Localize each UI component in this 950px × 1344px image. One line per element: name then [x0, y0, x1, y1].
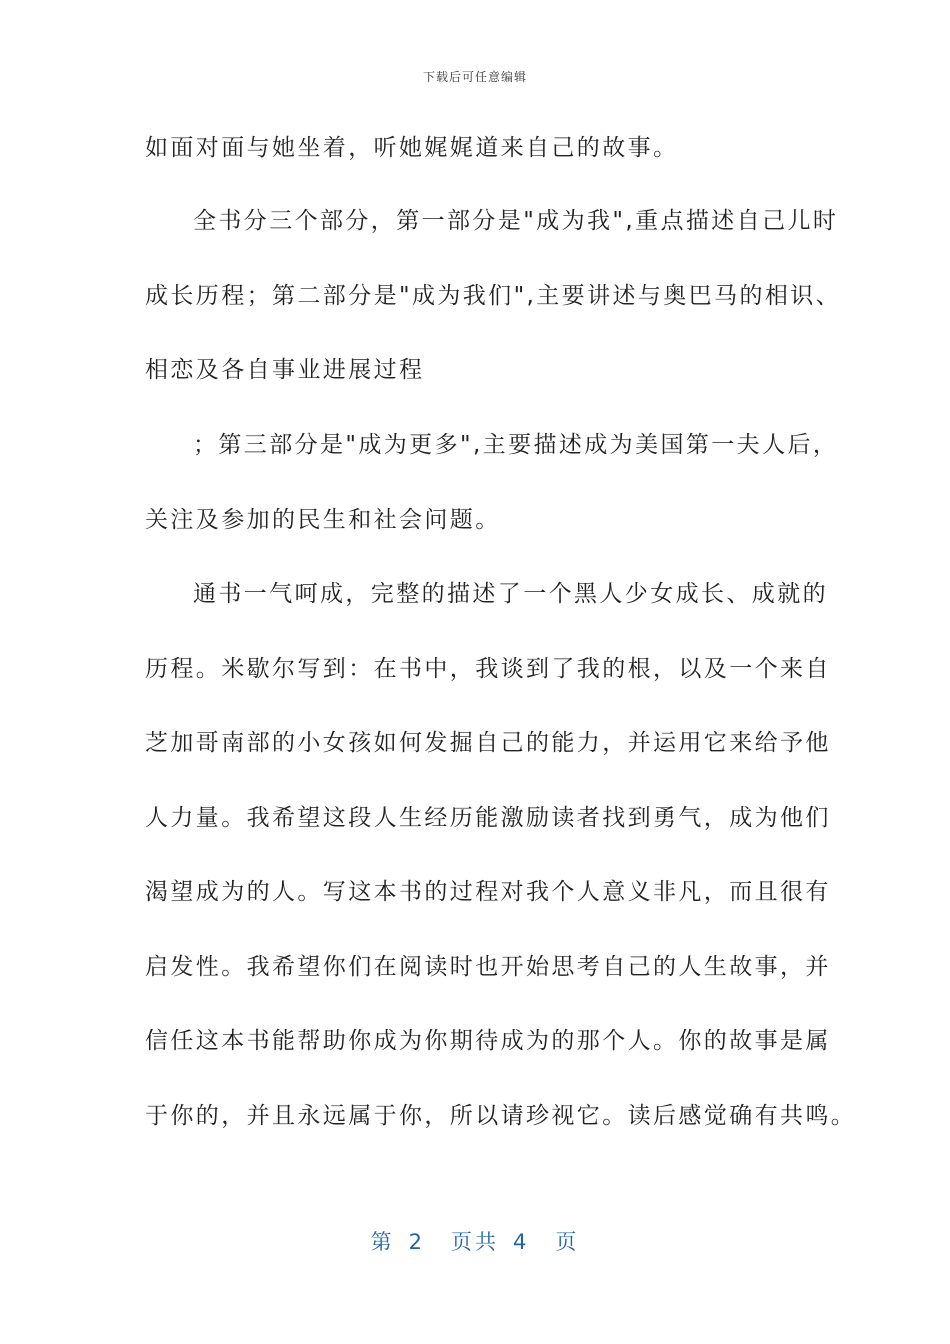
text-line: 如面对面与她坐着，听她娓娓道来自己的故事。: [145, 135, 679, 161]
text-line: ；第三部分是"成为更多",主要描述成为美国第一夫人后，: [193, 432, 839, 458]
footer-label-ye-gong: 页共: [451, 1230, 499, 1254]
text-line: 成长历程；第二部分是"成为我们",主要讲述与奥巴马的相识、: [145, 283, 842, 309]
text-line: 关注及参加的民生和社会问题。: [145, 507, 501, 533]
footer-label-ye: 页: [555, 1230, 580, 1254]
text-line: 相恋及各自事业进展过程: [145, 357, 425, 383]
text-line: 芝加哥南部的小女孩如何发掘自己的能力，并运用它来给予他: [145, 730, 831, 756]
text-line: 人力量。我希望这段人生经历能激励读者找到勇气，成为他们: [145, 805, 831, 831]
page-header: 下载后可任意编辑: [422, 70, 527, 84]
text-line: 通书一气呵成，完整的描述了一个黑人少女成长、成就的: [193, 581, 828, 607]
page-footer: [0, 1226, 950, 1256]
text-line: 启发性。我希望你们在阅读时也开始思考自己的人生故事，并: [145, 954, 831, 980]
text-line: 信任这本书能帮助你成为你期待成为的那个人。你的故事是属: [145, 1028, 831, 1054]
footer-label-di: 第: [370, 1230, 395, 1254]
total-pages-number: 4: [513, 1230, 530, 1254]
text-line: 渴望成为的人。写这本书的过程对我个人意义非凡，而且很有: [145, 879, 831, 905]
text-line: 全书分三个部分，第一部分是"成为我",重点描述自己儿时: [193, 208, 839, 234]
text-line: 历程。米歇尔写到：在书中，我谈到了我的根，以及一个来自: [145, 656, 831, 682]
current-page-number: 2: [408, 1230, 425, 1254]
text-line: 于你的，并且永远属于你，所以请珍视它。读后感觉确有共鸣。: [145, 1103, 857, 1129]
